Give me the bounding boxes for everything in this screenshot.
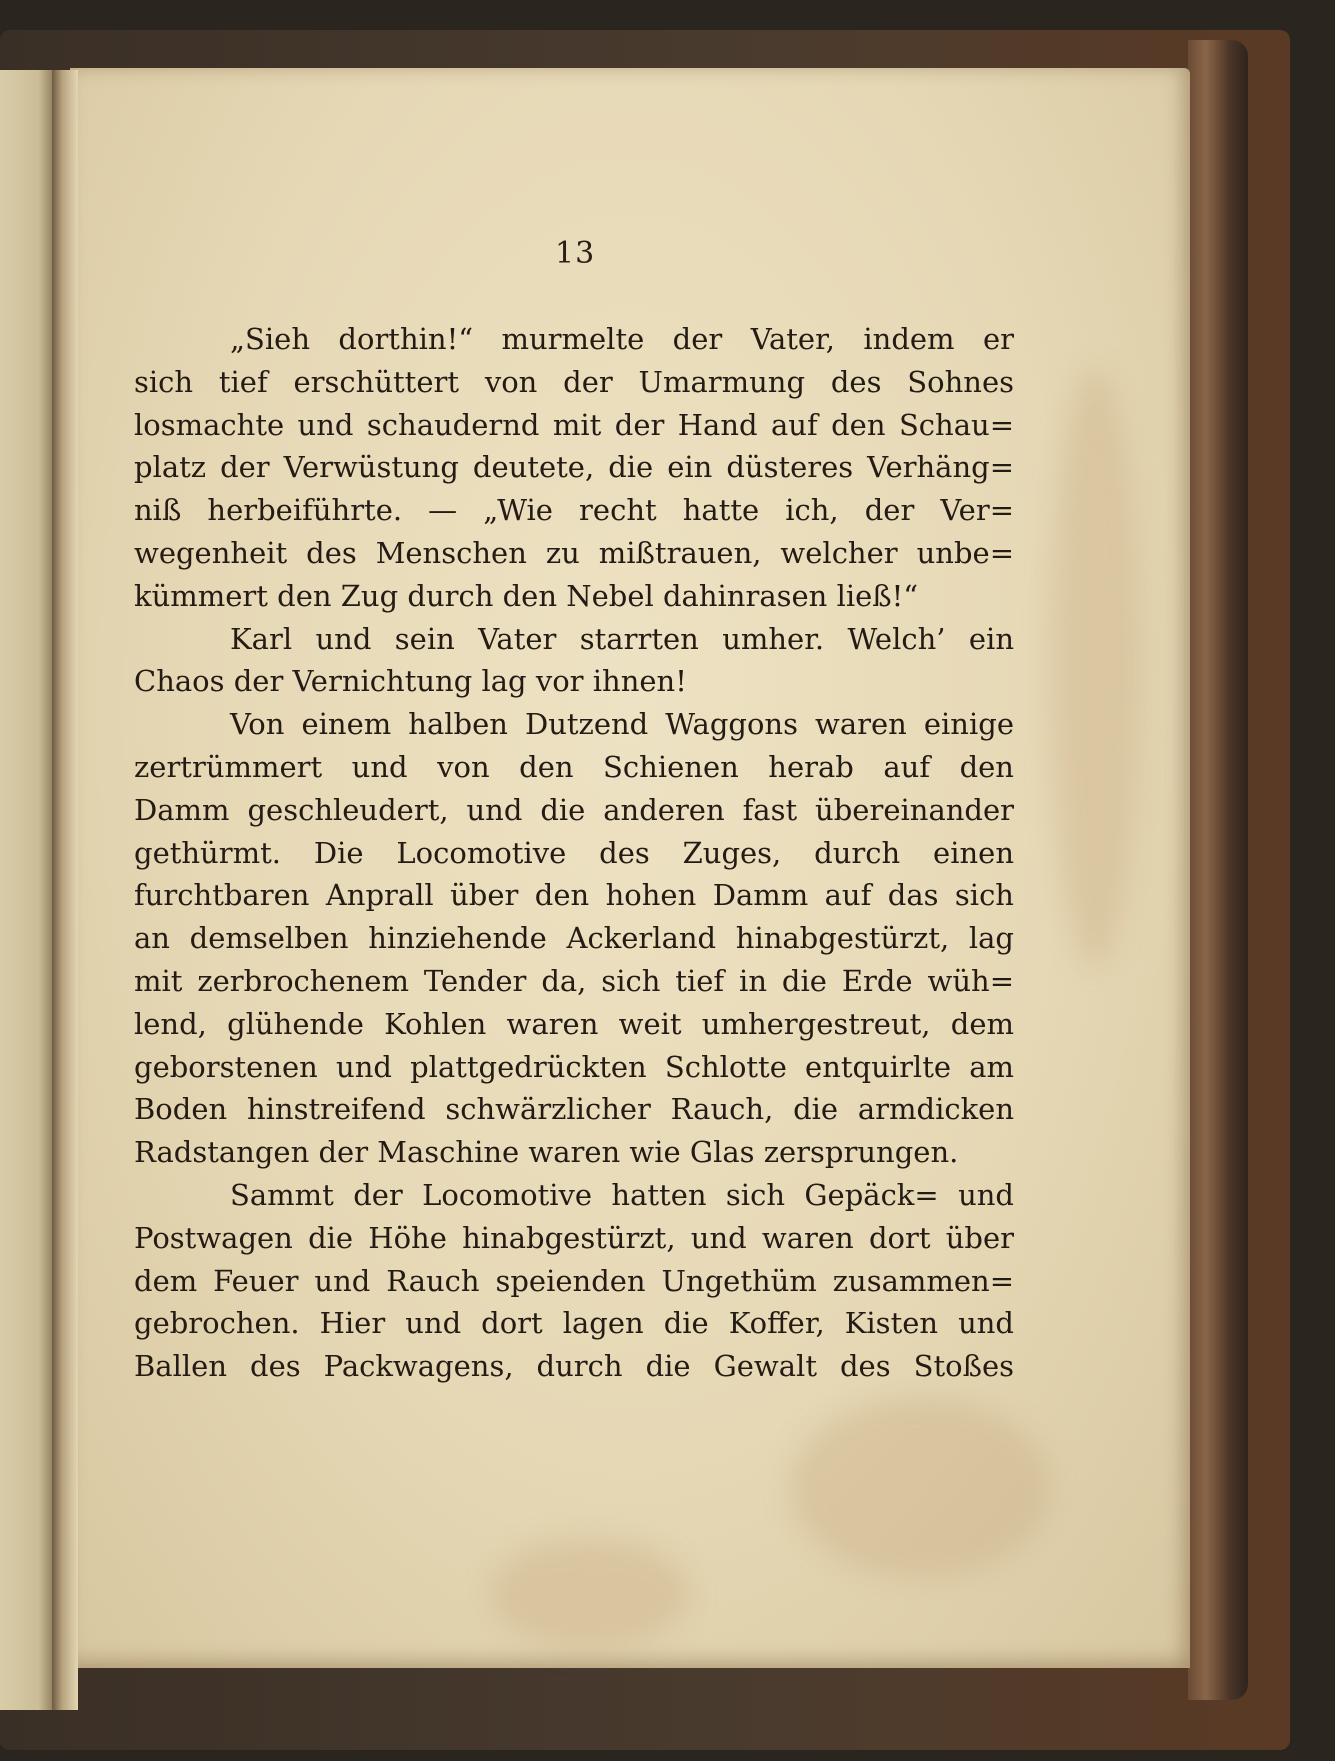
body-text [134, 318, 1014, 1388]
page-stain [1050, 368, 1140, 968]
page-stain [490, 1538, 690, 1648]
page-number: 13 [555, 236, 596, 271]
text-line: Chaos der Vernichtung lag vor ihnen! [134, 664, 687, 699]
left-page-edge [0, 70, 55, 1710]
text-line: furchtbaren Anprall über den hohen Damm auf das sich [134, 878, 1014, 913]
text-line: gebrochen. Hier und dort lagen die Koffer, Kisten und [134, 1306, 1014, 1341]
text-line: gethürmt. Die Locomotive des Zuges, durch einen [134, 835, 1014, 870]
text-line: Damm geschleudert, und die anderen fast übereinander [134, 792, 1014, 827]
text-line: „Sieh dorthin!“ murmelte der Vater, indem er [230, 322, 1014, 356]
text-line: geborstenen und plattgedrückten Schlotte entquirlte am [134, 1049, 1014, 1084]
text-line: an demselben hinziehende Ackerland hinabgestürzt, lag [134, 921, 1014, 956]
text-line: dem Feuer und Rauch speienden Ungethüm zusammen= [134, 1263, 1014, 1298]
text-line: Boden hinstreifend schwärzlicher Rauch, die armdicken [134, 1092, 1014, 1127]
page-stain [790, 1398, 1050, 1578]
text-line: Sammt der Locomotive hatten sich Gepäck= und [230, 1177, 1014, 1212]
text-line: sich tief erschüttert von der Umarmung des Sohnes [134, 364, 1014, 399]
text-line: lend, glühende Kohlen waren weit umhergestreut, dem [134, 1006, 1014, 1041]
text-line: mit zerbrochenem Tender da, sich tief in die Erde wüh= [134, 963, 1014, 998]
text-line: platz der Verwüstung deutete, die ein düsteres Verhäng= [134, 450, 1014, 485]
text-line: Von einem halben Dutzend Waggons waren einige [230, 707, 1014, 742]
text-line: Ballen des Packwagens, durch die Gewalt des Stoßes [134, 1349, 1014, 1384]
book-spine-edge [1188, 40, 1248, 1700]
text-line: kümmert den Zug durch den Nebel dahinrasen ließ!“ [134, 578, 919, 613]
text-line: losmachte und schaudernd mit der Hand auf den Schau= [134, 407, 1014, 442]
text-line: Karl und sein Vater starrten umher. Welch’ ein [230, 621, 1014, 656]
text-line: zertrümmert und von den Schienen herab auf den [134, 749, 1014, 784]
text-line: Postwagen die Höhe hinabgestürzt, und waren dort über [134, 1220, 1014, 1255]
text-line: Radstangen der Maschine waren wie Glas zersprungen. [134, 1135, 959, 1170]
page-gutter [52, 70, 78, 1710]
text-line: niß herbeiführte. — „Wie recht hatte ich, der Ver= [134, 493, 1014, 528]
text-line: wegenheit des Menschen zu mißtrauen, welcher unbe= [134, 535, 1014, 570]
